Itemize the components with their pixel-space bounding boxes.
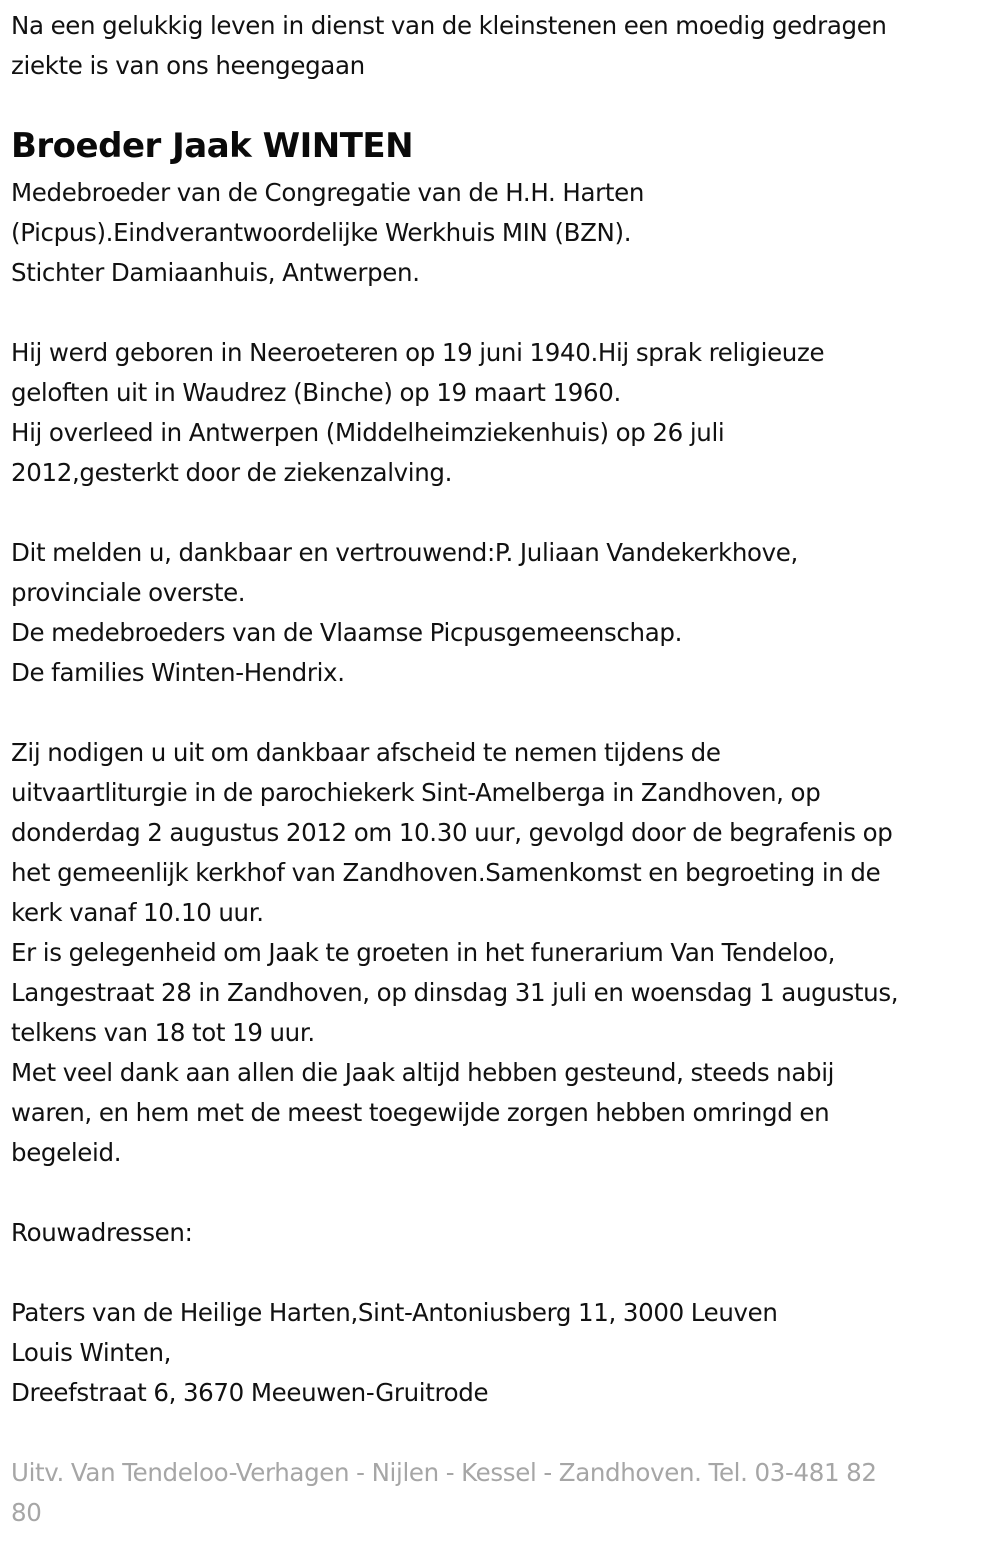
ceremony-line: begeleid. (11, 1138, 122, 1167)
funeral-director-footer: 80 (11, 1498, 42, 1527)
ceremony-line: uitvaartliturgie in de parochiekerk Sint-Amelberga in Zandhoven, op (11, 778, 821, 807)
biography-line: Hij werd geboren in Neeroeteren op 19 juni 1940.Hij sprak religieuze (11, 338, 825, 367)
ceremony-line: Langestraat 28 in Zandhoven, op dinsdag 31 juli en woensdag 1 augustus, (11, 978, 899, 1007)
condolence-heading: Rouwadressen: (11, 1218, 193, 1247)
biography-line: Hij overleed in Antwerpen (Middelheimziekenhuis) op 26 juli (11, 418, 725, 447)
description-line: Medebroeder van de Congregatie van de H.H. Harten (11, 178, 644, 207)
intro-line: Na een gelukkig leven in dienst van de kleinstenen een moedig gedragen (11, 11, 887, 40)
announcers-line: provinciale overste. (11, 578, 246, 607)
condolence-address-line: Dreefstraat 6, 3670 Meeuwen-Gruitrode (11, 1378, 489, 1407)
intro-line: ziekte is van ons heengegaan (11, 51, 365, 80)
biography-line: 2012,gesterkt door de ziekenzalving. (11, 458, 453, 487)
ceremony-line: Met veel dank aan allen die Jaak altijd hebben gesteund, steeds nabij (11, 1058, 835, 1087)
announcers-line: Dit melden u, dankbaar en vertrouwend:P. Juliaan Vandekerkhove, (11, 538, 798, 567)
ceremony-line: kerk vanaf 10.10 uur. (11, 898, 264, 927)
ceremony-line: waren, en hem met de meest toegewijde zorgen hebben omringd en (11, 1098, 830, 1127)
ceremony-line: telkens van 18 tot 19 uur. (11, 1018, 315, 1047)
ceremony-line: Zij nodigen u uit om dankbaar afscheid te nemen tijdens de (11, 738, 721, 767)
announcers-line: De medebroeders van de Vlaamse Picpusgemeenschap. (11, 618, 683, 647)
ceremony-line: donderdag 2 augustus 2012 om 10.30 uur, gevolgd door de begrafenis op (11, 818, 893, 847)
biography-line: geloften uit in Waudrez (Binche) op 19 maart 1960. (11, 378, 621, 407)
ceremony-line: Er is gelegenheid om Jaak te groeten in het funerarium Van Tendeloo, (11, 938, 836, 967)
funeral-director-footer: Uitv. Van Tendeloo-Verhagen - Nijlen - Kessel - Zandhoven. Tel. 03-481 82 (11, 1458, 877, 1487)
condolence-address-line: Paters van de Heilige Harten,Sint-Antoniusberg 11, 3000 Leuven (11, 1298, 778, 1327)
ceremony-line: het gemeenlijk kerkhof van Zandhoven.Samenkomst en begroeting in de (11, 858, 881, 887)
condolence-address-line: Louis Winten, (11, 1338, 172, 1367)
deceased-name: Broeder Jaak WINTEN (11, 126, 414, 166)
announcers-line: De families Winten-Hendrix. (11, 658, 345, 687)
description-line: Stichter Damiaanhuis, Antwerpen. (11, 258, 420, 287)
description-line: (Picpus).Eindverantwoordelijke Werkhuis MIN (BZN). (11, 218, 632, 247)
